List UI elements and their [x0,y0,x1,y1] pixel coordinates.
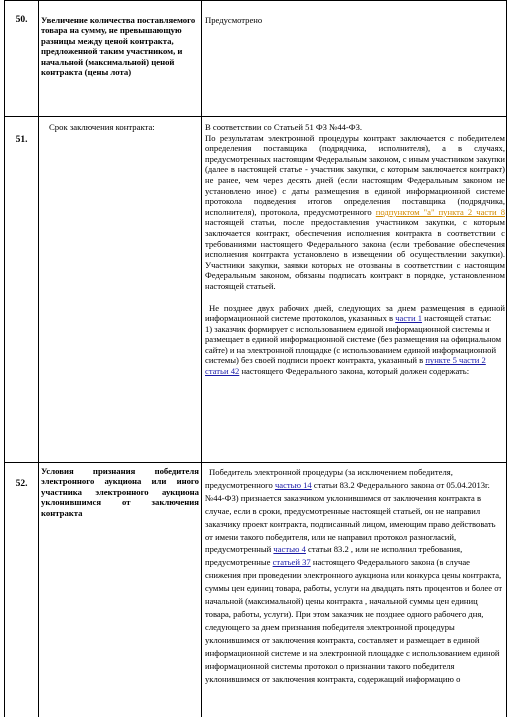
table-row [4,116,507,463]
row-title: Условия признания победителя электронного аукциона или иного участника электронного аукциона уклонившимся от заключения контракта [41,466,199,518]
table-row [4,0,507,117]
paragraph: Не позднее двух рабочих дней, следующих за днем размещения в единой информационной системе протоколов, указанных в части 1 настоящей статьи: [205,302,505,324]
table-row [4,462,507,717]
row-title: Увеличение количества поставляемого товара на сумму, не превышающую разницы между ценой контракта, предложенной таким участником, и начальной (максимальной) ценой контракта (цены лота) [41,15,196,78]
law-link[interactable]: пункте 5 части 2 статьи 42 [205,355,486,377]
law-link[interactable]: частью 14 [274,479,312,490]
paragraph: По результатам электронной процедуры контракт заключается с победителем определения поставщика (подрядчика, исполнителя), а в случаях, предусмотренных настоящим Федеральным законом, с иным участником закупки (далее в настоящей статье - участник закупки, с которым заключается контракт) не ранее, чем через десять дней (если настоящим Федеральным законом не установлено иное) с даты размещения в единой информационной системе протокола подведения итогов определения поставщика (подрядчика, исполнителя), протокола, предусмотренного подпунктом "а" пункта 2 части 8 настоящей статьи, после предоставления участником закупки, с которым заключается контракт, обеспечения исполнения контракта в соответствии с требованиями настоящего Федерального закона (если требование обеспечения исполнения контракта установлено в извещении об осуществлении закупки). Участники закупки, заявки которых не отозваны в соответствии с настоящим Федеральным законом, обязаны подписать контракт в порядке, установленном настоящей статьей. [205,132,505,291]
law-link[interactable]: подпунктом "а" пункта 2 части 8 [375,206,505,217]
row-number: 52. [15,479,28,489]
paragraph: 1) заказчик формирует с использованием единой информационной системы и размещает в единой информационной системе (без размещения на официальном сайте) и на электронной площадке (с использованием единой информационной системы) без своей подписи проект контракта, указанный в пункте 5 части 2 статьи 42 настоящего Федерального закона, который должен содержать: [205,323,502,377]
law-link[interactable]: частью 4 [273,544,306,555]
row-value: Предусмотрено [205,15,263,25]
row-value [205,122,505,377]
row-value [205,466,505,685]
law-link[interactable]: статьей 37 [272,557,311,568]
row-title: Срок заключения контракта: [49,122,155,132]
law-link[interactable]: части 1 [395,313,422,324]
paragraph: Победитель электронной процедуры (за исключением победителя, предусмотренного частью 14 статьи 83.2 Федерального закона от 05.04.2013г. №44-ФЗ) признается заказчиком уклонившимся от заключения контракта в случае, если в сроки, предусмотренные настоящей статьей, он не направил заказчику проект контракта, подписанный лицом, имеющим право действовать от имени такого победителя, или не направил протокол разногласий, предусмотренный частью 4 статьи 83.2 , или не исполнил требования, предусмотренные статьей 37 настоящего Федерального закона (в случае снижения при проведении электронного аукциона или конкурса цены контракта, суммы цен единиц товара, работы, услуги на двадцать пять процентов и более от начальной (максимальной) цены контракта , начальной суммы цен единиц товара, работы, услуги). При этом заказчик не позднее одного рабочего дня, следующего за днем признания победителя электронной процедуры уклонившимся от заключения контракта, составляет и размещает в единой информационной системе и на электронной площадке с использованием единой информационной системы протокол о признании такого победителя уклонившимся от заключения контракта, содержащий информацию о [205,467,503,684]
paragraph: В соответствии со Статьей 51 ФЗ №44-ФЗ. [205,122,363,132]
row-number: 50. [15,15,28,25]
row-number: 51. [15,135,28,145]
